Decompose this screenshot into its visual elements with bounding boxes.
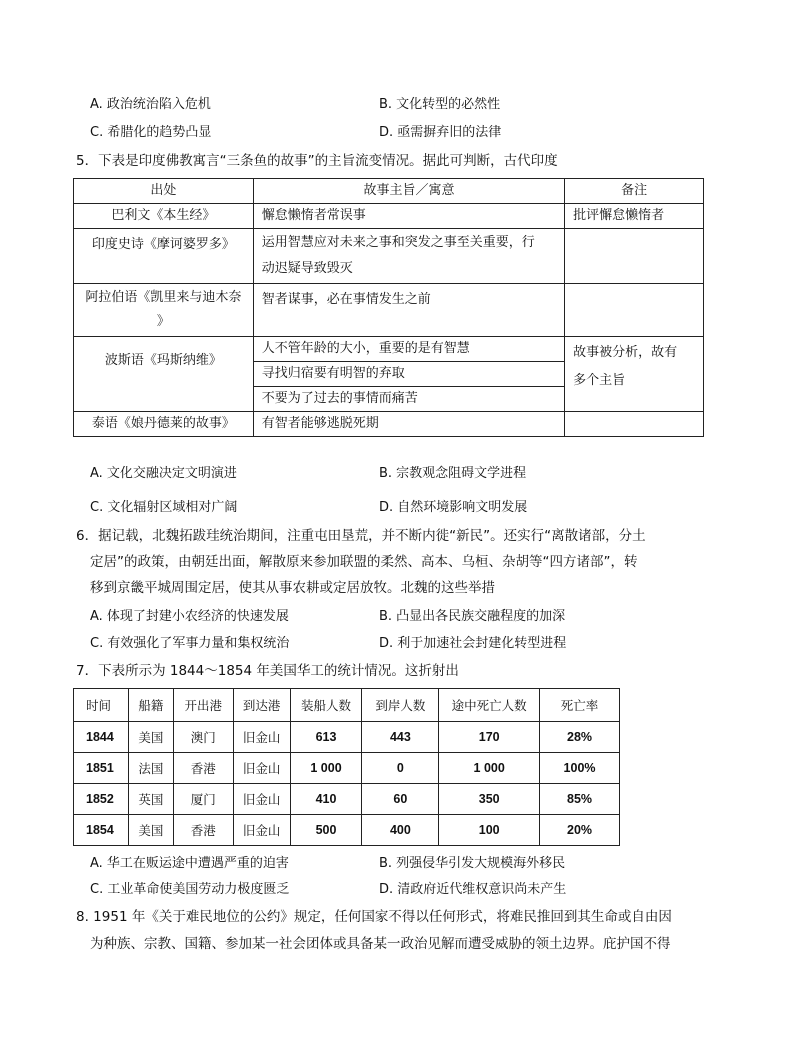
q4-option-d: D. 亟需摒弃旧的法律 [379,125,502,140]
table-cell-note [565,284,704,337]
table-cell-theme: 有智者能够逃脱死期 [253,412,564,437]
table-cell: 法国 [128,753,173,784]
table-cell-source: 波斯语《玛斯纳维》 [74,337,254,412]
table-cell: 1851 [74,753,129,784]
q7-option-b: B. 列强侵华引发大规模海外移民 [379,856,566,871]
table-cell-themes [253,337,564,412]
table-cell: 旧金山 [233,722,290,753]
q4-option-b: B. 文化转型的必然性 [379,97,501,112]
table-row [74,204,704,229]
q8-line-2: 为种族、宗教、国籍、参加某一社会团体或具备某一政治见解而遭受威胁的领土边界。庇护国不得 [90,936,671,952]
table-cell: 100 [439,815,540,846]
q7-option-a: A. 华工在贩运途中遭遇严重的迫害 [90,856,289,871]
q6-line-1: 6．据记载，北魏拓跋珪统治期间，注重屯田垦荒，并不断内徙“新民”。还实行“离散诸部，分土 [76,528,646,544]
table-header-cell: 出处 [74,179,254,204]
table-cell: 1 000 [290,753,362,784]
theme-subrow: 不要为了过去的事情而痛苦 [261,391,418,406]
theme-subrow: 人不管年龄的大小，重要的是有智慧 [254,337,564,362]
q6-option-c: C. 有效强化了军事力量和集权统治 [90,636,290,651]
table-cell: 400 [362,815,439,846]
table-cell-source: 泰语《娘丹德莱的故事》 [74,412,254,437]
table-row [74,337,704,412]
theme-line: 动迟疑导致毁灭 [261,261,353,276]
table-cell: 旧金山 [233,815,290,846]
table-cell: 美国 [128,722,173,753]
q5-stem: 5．下表是印度佛教寓言“三条鱼的故事”的主旨流变情况。据此可判断，古代印度 [76,153,558,169]
table-cell: 香港 [173,753,233,784]
q8-line-1: 8. 1951 年《关于难民地位的公约》规定，任何国家不得以任何形式，将难民推回到其生命或自由因 [76,909,672,925]
table-cell-note [565,412,704,437]
table-header-cell: 开出港 [173,689,233,722]
table-cell-theme: 智者谋事，必在事情发生之前 [253,284,564,337]
table-header-cell: 死亡率 [540,689,620,722]
q5-option-d: D. 自然环境影响文明发展 [379,500,528,515]
table-header-cell: 装船人数 [290,689,362,722]
note-line: 故事被分析，故有 [573,345,678,360]
table-header-cell: 途中死亡人数 [439,689,540,722]
note-line: 多个主旨 [573,373,626,388]
q6-line-3: 移到京畿平城周围定居，使其从事农耕或定居放牧。北魏的这些举措 [90,580,495,596]
table-cell: 613 [290,722,362,753]
table-cell: 20% [540,815,620,846]
table-cell-note [565,337,704,412]
table-cell-note [565,229,704,284]
q6-line-2: 定居”的政策，由朝廷出面，解散原来参加联盟的柔然、高本、乌桓、杂胡等“四方诸部”，转 [90,554,638,570]
q7-option-c: C. 工业革命使美国劳动力极度匮乏 [90,882,290,897]
table-cell: 0 [362,753,439,784]
table-header-cell: 时间 [74,689,129,722]
table-row [74,753,620,784]
q4-option-a: A. 政治统治陷入危机 [90,97,211,112]
q5-option-a: A. 文化交融决定文明演进 [90,466,237,481]
table-cell: 1 000 [439,753,540,784]
table-cell-note: 批评懈怠懒惰者 [565,204,704,229]
theme-subrow: 寻找归宿要有明智的弃取 [254,362,564,387]
table-row [74,722,620,753]
theme-line: 运用智慧应对未来之事和突发之事至关重要，行 [261,235,535,250]
table-cell: 100% [540,753,620,784]
table-cell-source [74,284,254,337]
table-cell: 美国 [128,815,173,846]
table-cell: 170 [439,722,540,753]
table-row [74,815,620,846]
source-line: 》 [156,314,170,329]
table-cell-theme [253,229,564,284]
q4-option-c: C. 希腊化的趋势凸显 [90,125,212,140]
table-header-row [74,179,704,204]
table-header-row [74,689,620,722]
table-cell: 1854 [74,815,129,846]
q7-table [73,688,620,846]
q6-option-b: B. 凸显出各民族交融程度的加深 [379,609,566,624]
table-row [74,784,620,815]
q5-table [73,178,704,437]
table-header-cell: 故事主旨／寓意 [253,179,564,204]
table-cell: 28% [540,722,620,753]
table-cell: 1844 [74,722,129,753]
table-cell: 澳门 [173,722,233,753]
table-cell: 英国 [128,784,173,815]
table-cell: 60 [362,784,439,815]
table-row [74,412,704,437]
q7-option-d: D. 清政府近代维权意识尚未产生 [379,882,567,897]
table-cell: 厦门 [173,784,233,815]
table-header-cell: 船籍 [128,689,173,722]
table-row [74,284,704,337]
q5-option-c: C. 文化辐射区域相对广阔 [90,500,238,515]
table-cell: 410 [290,784,362,815]
table-cell: 443 [362,722,439,753]
table-cell: 旧金山 [233,753,290,784]
q6-option-a: A. 体现了封建小农经济的快速发展 [90,609,289,624]
q5-option-b: B. 宗教观念阻碍文学进程 [379,466,527,481]
q6-option-d: D. 利于加速社会封建化转型进程 [379,636,567,651]
table-cell: 350 [439,784,540,815]
table-header-cell: 到岸人数 [362,689,439,722]
table-cell-theme: 懈怠懒惰者常误事 [253,204,564,229]
table-cell: 旧金山 [233,784,290,815]
table-row [74,229,704,284]
table-header-cell: 备注 [565,179,704,204]
table-cell: 香港 [173,815,233,846]
table-cell: 500 [290,815,362,846]
source-line: 阿拉伯语《凯里来与迪木奈 [85,290,242,305]
table-cell-source: 巴利文《本生经》 [74,204,254,229]
table-header-cell: 到达港 [233,689,290,722]
table-cell: 85% [540,784,620,815]
q7-stem: 7．下表所示为 1844～1854 年美国华工的统计情况。这折射出 [76,663,459,679]
table-cell-source: 印度史诗《摩诃婆罗多》 [74,229,254,284]
table-cell: 1852 [74,784,129,815]
